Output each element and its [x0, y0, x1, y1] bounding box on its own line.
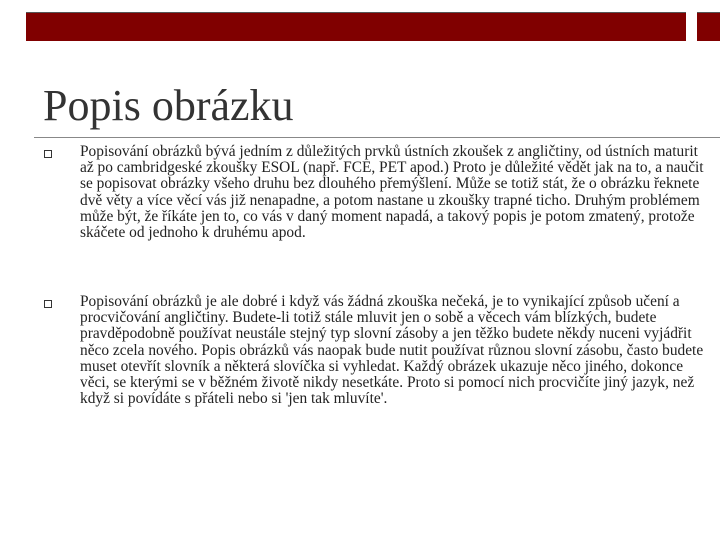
top-decoration-bar [0, 0, 720, 42]
slide-title: Popis obrázku [43, 81, 294, 130]
title-underline [34, 137, 720, 138]
bullet-text-2: Popisování obrázků je ale dobré i když vás žádná zkouška nečeká, je to vynikající způsob učení a procvičování angličtiny. Budete-li totiž stále mluvit jen o sobě a věcech vám blízkých, budete pravděpodobně používat neustále stejný typ slovní zásoby a jen těžko budete někdy nuceni vyjádřit něco zcela nového. Popis obrázků vás naopak bude nutit používat různou slovní zásobu, často budete muset otevřít slovník a některá slovíčka si vyhledat. Každý obrázek ukazuje něco jiného, dokonce věci, se kterými se v běžném životě nikdy nesetkáte. Proto si pomocí nich procvičíte jiný jazyk, než když si povídáte s přáteli nebo si 'jen tak mluvíte'. [80, 293, 704, 408]
square-bullet-icon [44, 150, 52, 158]
square-bullet-icon [44, 300, 52, 308]
bullet-text-1: Popisování obrázků bývá jedním z důležitých prvků ústních zkoušek z angličtiny, od ústních maturit až po cambridgeské zkoušky ESOL (např. FCE, PET apod.) Proto je důležité vědět jak na to, a naučit se popisovat obrázky všeho druhu bez dlouhého přemýšlení. Může se totiž stát, že o obrázku řeknete dvě věty a více věcí vás již nenapadne, a potom nastane u zkoušky trapné ticho. Druhým problémem může být, že říkáte jen to, co vás v daný moment napadá, a takový popis je potom zmatený, protože skáčete od jednoho k druhému apod. [80, 143, 704, 242]
top-maroon-band-right [697, 13, 720, 41]
top-maroon-band [26, 13, 686, 41]
